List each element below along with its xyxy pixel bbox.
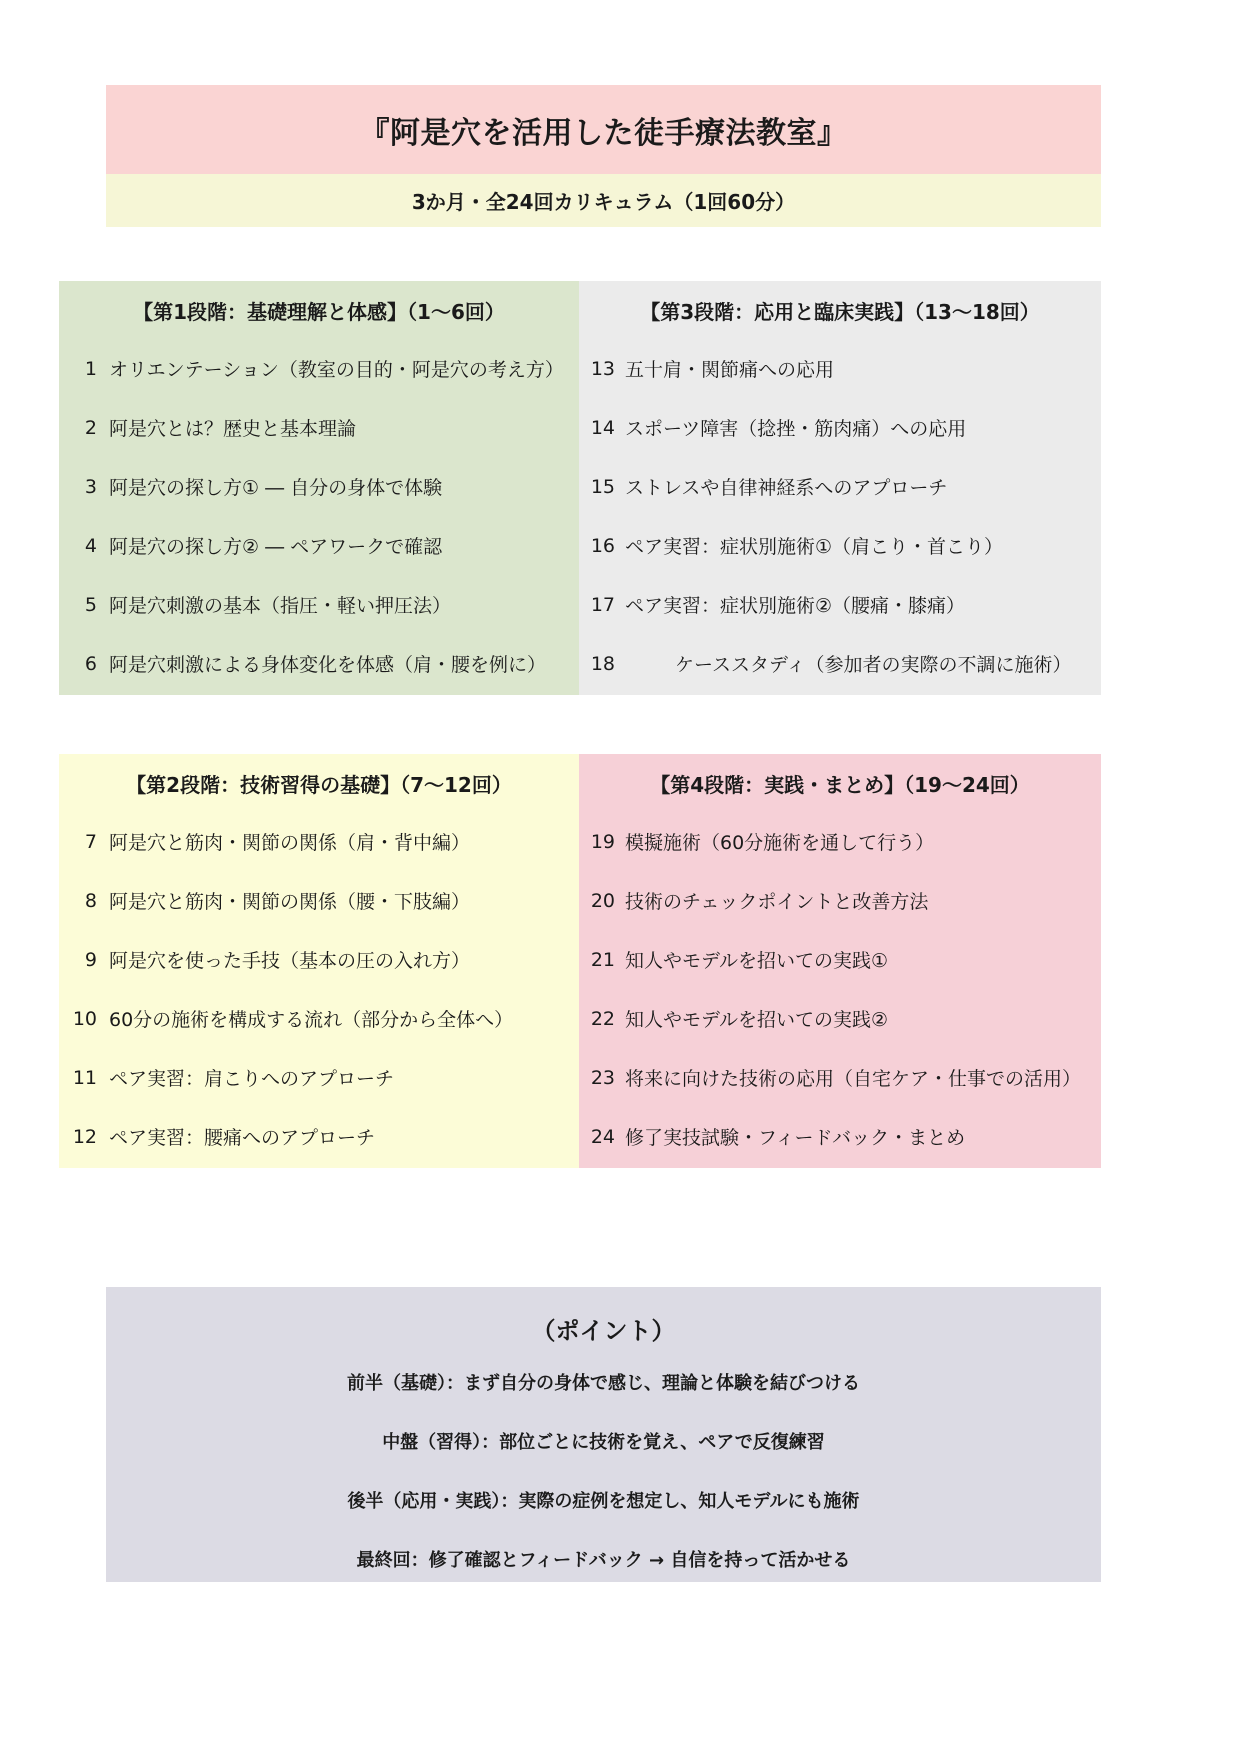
session-text: 阿是穴刺激の基本（指圧・軽い押圧法） — [109, 595, 452, 617]
session-text: 阿是穴と筋肉・関節の関係（腰・下肢編） — [109, 891, 471, 913]
stage-heading: 【第1段階：基礎理解と体感】（1～6回） — [133, 299, 505, 324]
point-line: 最終回：修了確認とフィードバック → 自信を持って活かせる — [356, 1550, 851, 1571]
session-row — [59, 1048, 579, 1107]
session-row — [59, 575, 579, 634]
points-panel — [106, 1287, 1101, 1582]
session-text: 知人やモデルを招いての実践① — [625, 950, 889, 972]
session-row — [59, 339, 579, 398]
session-row — [579, 871, 1101, 930]
stage-3-panel — [579, 281, 1101, 695]
session-number: 17 — [590, 593, 615, 616]
session-text: 阿是穴刺激による身体変化を体感（肩・腰を例に） — [109, 654, 547, 676]
session-number: 1 — [84, 357, 97, 380]
session-text: 修了実技試験・フィードバック・まとめ — [625, 1127, 966, 1149]
session-row — [59, 930, 579, 989]
session-number: 24 — [590, 1125, 615, 1148]
title-banner — [106, 85, 1101, 174]
session-row — [579, 457, 1101, 516]
stage-2-panel — [59, 754, 579, 1168]
session-row — [579, 930, 1101, 989]
session-text: 技術のチェックポイントと改善方法 — [625, 891, 929, 913]
session-number: 11 — [72, 1066, 97, 1089]
point-line: 前半（基礎）：まず自分の身体で感じ、理論と体験を結びつける — [347, 1373, 860, 1394]
session-number: 10 — [72, 1007, 97, 1030]
session-row — [579, 1107, 1101, 1166]
session-text: 60分の施術を構成する流れ（部分から全体へ） — [109, 1009, 514, 1031]
session-number: 23 — [590, 1066, 615, 1089]
subtitle-banner — [106, 174, 1101, 227]
session-text: オリエンテーション（教室の目的・阿是穴の考え方） — [109, 359, 564, 381]
session-row — [59, 871, 579, 930]
session-row — [59, 516, 579, 575]
session-text: 模擬施術（60分施術を通して行う） — [625, 832, 935, 854]
session-text: 阿是穴の探し方② ― ペアワークで確認 — [109, 536, 443, 558]
session-row — [579, 634, 1101, 693]
session-text: 阿是穴と筋肉・関節の関係（肩・背中編） — [109, 832, 471, 854]
session-number: 7 — [84, 830, 97, 853]
page-subtitle: 3か月・全24回カリキュラム（1回60分） — [411, 190, 796, 214]
session-number: 19 — [590, 830, 615, 853]
session-text: 知人やモデルを招いての実践② — [625, 1009, 889, 1031]
session-row — [579, 989, 1101, 1048]
stage-heading: 【第2段階：技術習得の基礎】（7～12回） — [126, 772, 512, 797]
session-text: ストレスや自律神経系へのアプローチ — [625, 477, 948, 499]
session-row — [59, 989, 579, 1048]
session-text: ペア実習：症状別施術①（肩こり・首こり） — [625, 536, 1004, 558]
point-line: 中盤（習得）：部位ごとに技術を覚え、ペアで反復練習 — [382, 1432, 825, 1453]
point-line: 後半（応用・実践）：実際の症例を想定し、知人モデルにも施術 — [347, 1491, 860, 1512]
session-text: ペア実習：症状別施術②（腰痛・膝痛） — [625, 595, 966, 617]
session-row — [59, 634, 579, 693]
session-number: 12 — [72, 1125, 97, 1148]
session-row — [579, 812, 1101, 871]
stage-heading: 【第4段階：実践・まとめ】（19～24回） — [650, 772, 1030, 797]
session-row — [579, 516, 1101, 575]
session-row — [59, 812, 579, 871]
session-number: 18 — [590, 652, 615, 675]
session-number: 15 — [590, 475, 615, 498]
session-number: 20 — [590, 889, 615, 912]
session-number: 22 — [590, 1007, 615, 1030]
session-text: 阿是穴とは？歴史と基本理論 — [109, 418, 357, 440]
session-number: 16 — [590, 534, 615, 557]
session-row — [579, 398, 1101, 457]
session-number: 9 — [84, 948, 97, 971]
session-number: 5 — [84, 593, 97, 616]
session-row — [579, 575, 1101, 634]
session-number: 6 — [84, 652, 97, 675]
points-title: （ポイント） — [531, 1317, 676, 1345]
session-row — [59, 1107, 579, 1166]
session-row — [579, 1048, 1101, 1107]
session-number: 3 — [84, 475, 97, 498]
stage-heading: 【第3段階：応用と臨床実践】（13～18回） — [640, 299, 1040, 324]
stage-1-panel — [59, 281, 579, 695]
session-number: 13 — [590, 357, 615, 380]
session-number: 8 — [84, 889, 97, 912]
session-text: ペア実習：腰痛へのアプローチ — [109, 1127, 376, 1149]
session-text: 阿是穴を使った手技（基本の圧の入れ方） — [109, 950, 471, 972]
session-text: ケーススタディ（参加者の実際の不調に施術） — [675, 654, 1072, 676]
session-number: 4 — [84, 534, 97, 557]
page-title: 『阿是穴を活用した徒手療法教室』 — [359, 115, 848, 151]
session-number: 2 — [84, 416, 97, 439]
stage-4-panel — [579, 754, 1101, 1168]
session-row — [59, 398, 579, 457]
session-number: 21 — [590, 948, 615, 971]
session-text: 五十肩・関節痛への応用 — [625, 359, 835, 381]
session-number: 14 — [590, 416, 615, 439]
session-text: 阿是穴の探し方① ― 自分の身体で体験 — [109, 477, 443, 499]
session-text: 将来に向けた技術の応用（自宅ケア・仕事での活用） — [625, 1068, 1082, 1090]
session-row — [59, 457, 579, 516]
session-text: ペア実習：肩こりへのアプローチ — [109, 1068, 395, 1090]
session-row — [579, 339, 1101, 398]
session-text: スポーツ障害（捻挫・筋肉痛）への応用 — [625, 418, 967, 440]
